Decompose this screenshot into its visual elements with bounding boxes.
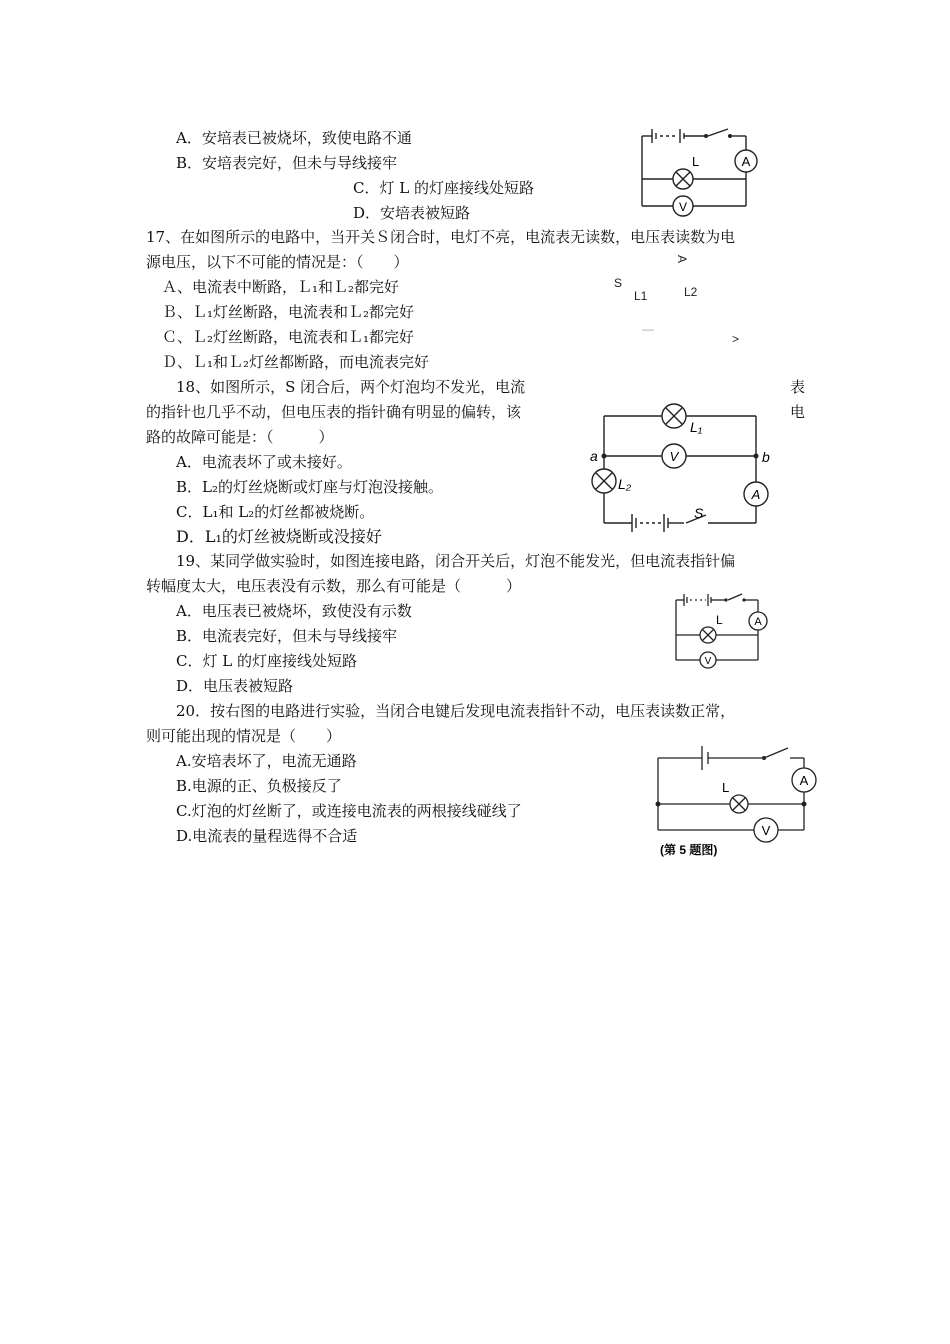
q16-option-d: D．安培表被短路: [353, 204, 471, 222]
q20-option-b: B.电源的正、负极接反了: [176, 777, 342, 795]
q18-option-a: A．电流表坏了或未接好。: [176, 453, 352, 471]
q16-option-a: A．安培表已被烧坏，致使电路不通: [176, 129, 412, 147]
q18-circuit-diagram: [584, 398, 784, 533]
q18-stem-line2: 的指针也几乎不动，但电压表的指针确有明显的偏转，该: [146, 403, 522, 421]
q20-figure-caption: (第 5 题图): [660, 843, 718, 857]
q17-fig-ammeter-mark: A: [675, 254, 690, 264]
q18-voltmeter-label: V: [669, 449, 679, 464]
q17-option-c: Ｃ、Ｌ₂灯丝断路，电流表和Ｌ₁都完好: [162, 328, 415, 346]
q17-fig-switch-label: S: [614, 276, 623, 290]
q16-circuit-diagram: [630, 124, 770, 220]
q20-option-a: A.安培表坏了，电流无通路: [176, 752, 357, 770]
q19-stem-line1: 19、某同学做实验时，如图连接电路，闭合开关后，灯泡不能发光，但电流表指针偏: [176, 552, 736, 570]
q20-lamp-label: L: [722, 780, 730, 795]
q16-option-b: B．安培表完好，但未与导线接牢: [176, 154, 398, 172]
q16-option-c: C．灯 L 的灯座接线处短路: [353, 179, 534, 197]
q19-option-d: D．电压表被短路: [176, 677, 294, 695]
q18-option-d: D．L₁的灯丝被烧断或没接好: [176, 527, 382, 546]
q18-ammeter-label: A: [751, 487, 761, 502]
q20-voltmeter-label: V: [761, 823, 771, 838]
q17-option-a: Ａ、电流表中断路，Ｌ₁和Ｌ₂都完好: [162, 278, 400, 296]
q16-voltmeter-label: V: [678, 200, 688, 214]
q17-option-d: Ｄ、Ｌ₁和Ｌ₂灯丝都断路，而电流表完好: [162, 353, 430, 371]
q18-node-b-label: b: [762, 449, 770, 465]
q20-stem-line2: 则可能出现的情况是（ ）: [146, 727, 342, 745]
q18-node-a-label: a: [590, 448, 598, 464]
q19-circuit-diagram: [668, 590, 778, 670]
q19-ammeter-label: A: [754, 616, 762, 628]
q19-option-c: C．灯 L 的灯座接线处短路: [176, 652, 357, 670]
q19-lamp-label: L: [716, 613, 723, 627]
q17-fig-dash: —: [642, 322, 654, 336]
q17-stem-line1: 17、在如图所示的电路中，当开关Ｓ闭合时，电灯不亮，电流表无读数，电压表读数为电: [146, 228, 736, 246]
q17-option-b: Ｂ、Ｌ₁灯丝断路，电流表和Ｌ₂都完好: [162, 303, 415, 321]
q18-switch-label: S: [694, 505, 704, 521]
q18-stem-line2-end: 电: [790, 403, 806, 421]
q18-stem-line1: 18、如图所示，S 闭合后，两个灯泡均不发光，电流: [176, 378, 526, 396]
q20-ammeter-label: A: [799, 773, 809, 788]
q18-option-b: B．L₂的灯丝烧断或灯座与灯泡没接触。: [176, 478, 443, 496]
q19-option-b: B．电流表完好，但未与导线接牢: [176, 627, 398, 645]
q18-lamp1-label: L₁: [690, 419, 703, 435]
q19-stem-line2: 转幅度太大，电压表没有示数，那么有可能是（ ）: [146, 577, 522, 595]
q18-stem-line1-end: 表: [790, 378, 806, 396]
q19-option-a: A．电压表已被烧坏，致使没有示数: [176, 602, 412, 620]
q18-stem-line3: 路的故障可能是：（ ）: [146, 428, 334, 446]
q20-option-d: D.电流表的量程选得不合适: [176, 827, 358, 845]
q20-option-c: C.灯泡的灯丝断了，或连接电流表的两根接线碰线了: [176, 802, 522, 820]
q20-stem-line1: 20．按右图的电路进行实验，当闭合电键后发现电流表指针不动，电压表读数正常，: [176, 702, 736, 720]
q16-lamp-label: L: [692, 154, 700, 169]
q17-fig-l2-label: L2: [684, 285, 698, 299]
q18-lamp2-label: L₂: [618, 476, 632, 492]
q16-ammeter-label: A: [741, 154, 751, 169]
q17-stem-line2: 源电压，以下不可能的情况是：（ ）: [146, 253, 409, 271]
q19-voltmeter-label: V: [704, 656, 712, 667]
q17-fig-voltmeter-mark: >: [732, 332, 740, 346]
q17-fig-l1-label: L1: [634, 289, 648, 303]
q18-option-c: C．L₁和 L₂的灯丝都被烧断。: [176, 503, 375, 521]
q20-circuit-diagram: [648, 742, 823, 862]
